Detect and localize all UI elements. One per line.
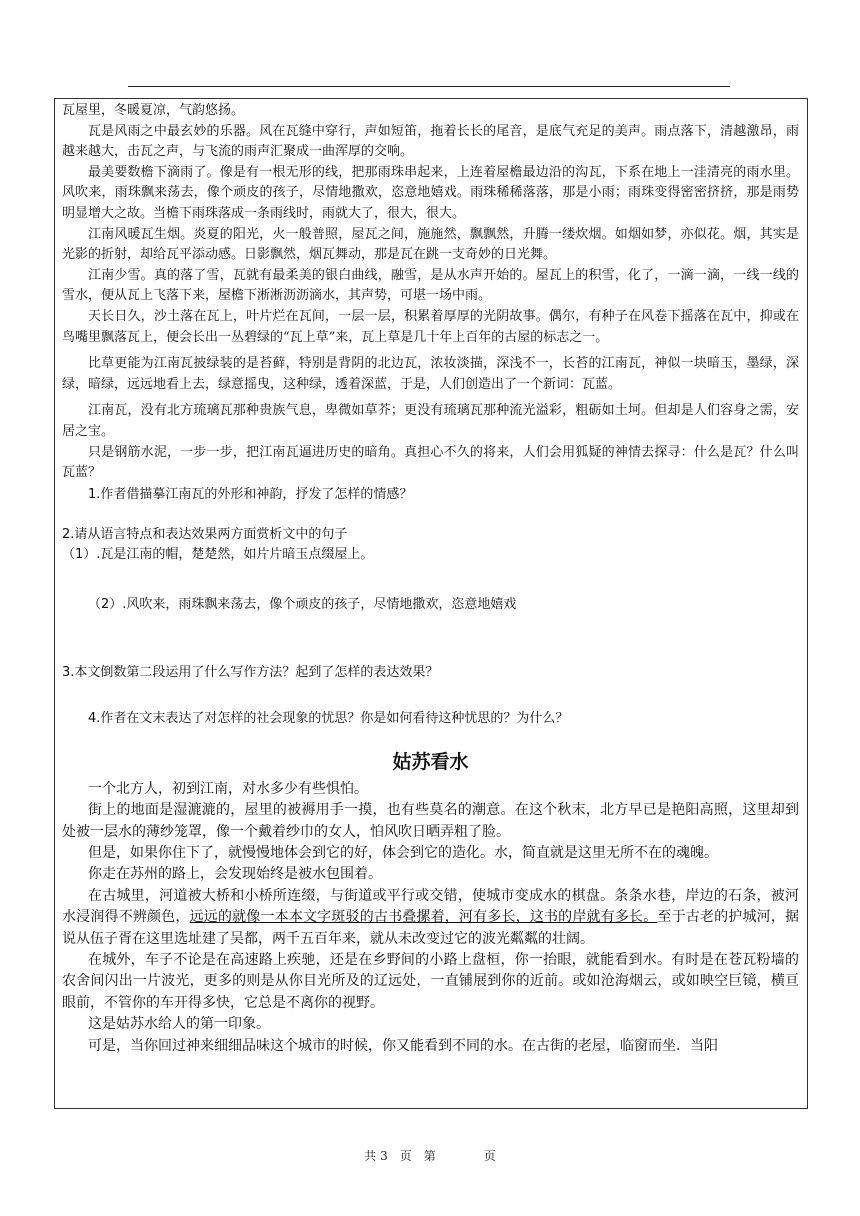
answer-space	[62, 505, 799, 525]
answer-space	[62, 565, 799, 595]
answer-space	[62, 615, 799, 663]
question-2-2: （2）.风吹来，雨珠飘来荡去，像个顽皮的孩子，尽情地撒欢，恣意地嬉戏	[88, 596, 517, 612]
footer-page2: 页	[483, 1149, 496, 1163]
question-1: 1.作者借描摹江南瓦的外形和神韵，抒发了怎样的情感？	[88, 486, 413, 502]
essay2-paragraph: 你走在苏州的路上，会发现始终是被水包围着。	[88, 866, 382, 883]
essay2-paragraph	[62, 886, 799, 950]
essay2-title: 姑苏看水	[392, 750, 469, 773]
essay1-paragraph: 最美要数檐下滴雨了。像是有一根无形的线，把那雨珠串起来，上连着屋檐最边沿的沟瓦，下系在地上一洼清亮的雨水里。风吹来，雨珠飘来荡去，像个顽皮的孩子，尽情地撒欢，恣意地嬉戏。雨珠稀稀落落，那是小雨；雨珠变得密密挤挤，那是雨势明显增大之故。当檐下雨珠落成一条雨线时，雨就大了，很大，很大。	[62, 164, 799, 221]
essay2-paragraph: 可是，当你回过神来细细品味这个城市的时候，你又能看到不同的水。在古街的老屋，临窗而坐．当阳	[88, 1037, 718, 1054]
essay2-paragraph: 在城外，车子不论是在高速路上疾驰，还是在乡野间的小路上盘桓，你一抬眼，就能看到水。有时是在苍瓦粉墙的农舍间闪出一片波光，更多的则是从你目光所及的辽远处，一直铺展到你的近前。或如沧海烟云，或如映空巨镜，横亘眼前，不管你的车开得多快，它总是不离你的视野。	[62, 951, 799, 1011]
content-frame	[54, 98, 808, 1109]
essay1-paragraph: 江南少雪。真的落了雪，瓦就有最柔美的银白曲线，融雪，是从水声开始的。屋瓦上的积雪，化了，一滴一滴，一线一线的雪水，便从瓦上飞落下来，屋檐下淅淅沥沥滴水，其声势，可堪一场中雨。	[62, 267, 799, 304]
underlined-sentence: 远远的就像一本本文字斑驳的古书叠摞着，河有多长，这书的岸就有多长。	[189, 909, 658, 926]
footer-nth: 第	[423, 1149, 436, 1163]
essay2-paragraph: 一个北方人，初到江南，对水多少有些惧怕。	[88, 780, 368, 797]
essay1-paragraph: 只是钢筋水泥，一步一步，把江南瓦逼进历史的暗角。真担心不久的将来，人们会用狐疑的神情去探寻：什么是瓦？什么叫瓦蓝？	[62, 444, 799, 481]
header-rule	[128, 86, 730, 87]
essay1-paragraph: 江南瓦，没有北方琉璃瓦那种贵族气息，卑微如草芥；更没有琉璃瓦那种流光溢彩，粗砺如土坷。但却是人们容身之需，安居之宝。	[62, 403, 799, 439]
question-2-1: （1）.瓦是江南的帽，楚楚然，如片片暗玉点缀屋上。	[62, 546, 374, 562]
answer-space	[62, 683, 799, 709]
essay2-paragraph: 街上的地面是湿漉漉的，屋里的被褥用手一摸，也有些莫名的潮意。在这个秋末，北方早已是艳阳高照，这里却到处被一层水的薄纱笼罩，像一个戴着纱巾的女人，怕风吹日晒弄粗了脸。	[62, 802, 799, 840]
essay2-paragraph: 但是，如果你住下了，就慢慢地体会到它的好，体会到它的造化。水，简直就是这里无所不在的魂魄。	[88, 844, 718, 861]
essay1-paragraph: 天长日久，沙土落在瓦上，叶片烂在瓦间，一层一层，积累着厚厚的光阴故事。偶尔，有种子在风卷下摇落在瓦中，抑或在鸟嘴里飘落瓦上，便会长出一丛碧绿的“瓦上草”来，瓦上草是几十年上百年的古屋的标志之一。	[62, 308, 799, 345]
essay2-text: 在古城里，河道被大桥和小桥所连缀，与街道或平行或交错，使城市变成水的棋盘。条条水巷，岸边的石条，被河水浸润得不辨颜色，	[62, 887, 799, 926]
question-4: 4.作者在文末表达了对怎样的社会现象的忧思？你是如何看待这种忧思的？为什么？	[88, 710, 569, 726]
content-inner	[55, 99, 807, 1057]
page-footer	[0, 1147, 860, 1164]
essay2-paragraph: 这是姑苏水给人的第一印象。	[88, 1016, 270, 1033]
essay1-paragraph: 瓦是风雨之中最玄妙的乐器。风在瓦缝中穿行，声如短笛，拖着长长的尾音，是底气充足的美声。雨点落下，清越激昂，雨越来越大，击瓦之声，与飞流的雨声汇聚成一曲浑厚的交响。	[62, 123, 799, 160]
footer-page: 页	[399, 1149, 412, 1163]
essay1-paragraph: 瓦屋里，冬暖夏凉，气韵悠扬。	[62, 103, 245, 118]
footer-total: 共 3	[364, 1149, 388, 1163]
question-3: 3.本文倒数第二段运用了什么写作方法？起到了怎样的表达效果？	[62, 664, 439, 680]
essay1-paragraph: 江南风暖瓦生烟。炎夏的阳光，火一般普照，屋瓦之间，施施然，飘飘然，升腾一缕炊烟。如烟如梦，亦似花。烟，其实是光影的折射，却给瓦平添动感。日影飘然，烟瓦舞动，那是瓦在跳一支奇妙的日光舞。	[62, 226, 799, 263]
essay2-text: 至于古老的护城河，据说从伍子胥在这里选址建了吴都，两千五百年来，就从未改变过它的波光粼粼的壮阔。	[62, 909, 800, 947]
question-2: 2.请从语言特点和表达效果两方面赏析文中的句子	[62, 526, 348, 542]
essay1-paragraph: 比草更能为江南瓦披绿装的是苔藓，特别是背阴的北边瓦，浓妆淡描，深浅不一，长苔的江南瓦，神似一块暗玉，墨绿，深绿，暗绿，远远地看上去，绿意摇曳，这种绿，透着深蓝，于是，人们创造出了一个新词：瓦蓝。	[62, 356, 799, 392]
